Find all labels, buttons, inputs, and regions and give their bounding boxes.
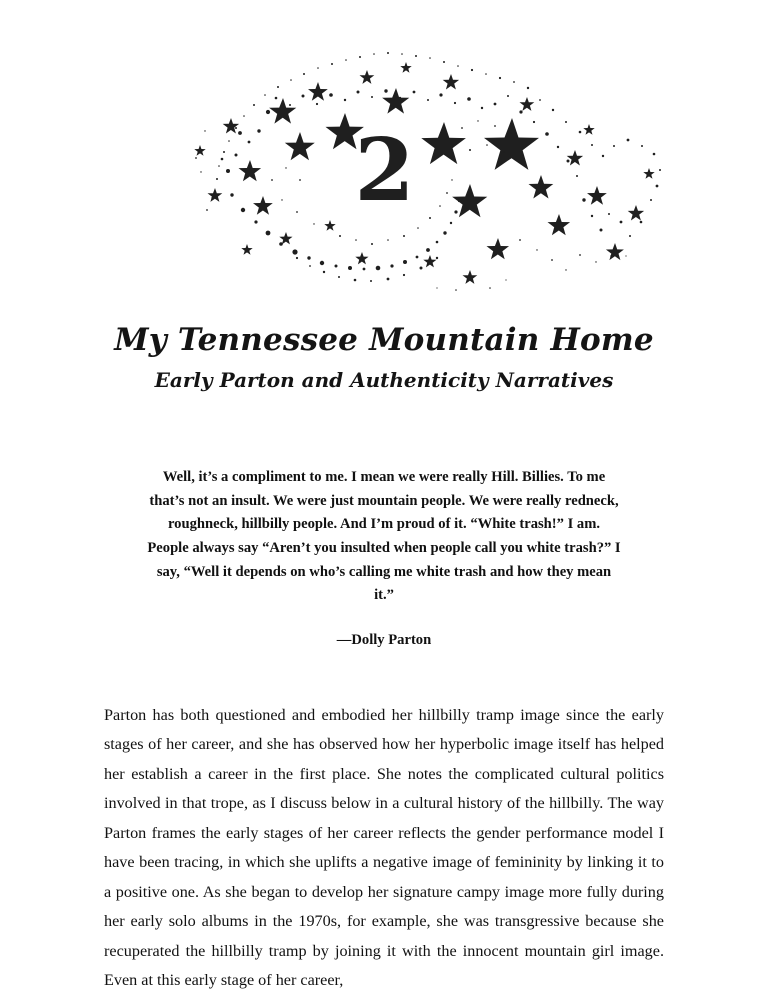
epigraph-attribution: —Dolly Parton: [336, 631, 432, 648]
page-title: My Tennessee Mountain Home: [114, 322, 654, 358]
epigraph-text: Well, it’s a compliment to me. I mean we were really Hill. Billies. To me that’s not an insult. We were just mountain people. We were really redneck, roughneck, hillbilly people. And I’m proud of it. “White trash!” I am. People always say “Aren’t you insulted when people call you white trash?” I say, “Well it depends on who’s calling me white trash and how they mean it.”: [147, 469, 621, 604]
body-text: [104, 701, 664, 996]
body-paragraph: Parton has both questioned and embodied her hillbilly tramp image since the early stages of her career, and she has observed how her hyperbolic image itself has helped her establish a career in the first place. She notes the complicated cultural politics involved in that trope, as I discuss below in a cultural history of the hillbilly. The way Parton frames the early stages of her career reflects the gender performance model I have been tracing, in which she uplifts a negative image of femininity by linking it to a positive one. As she began to develop her signature campy image more fully during her early solo albums in the 1970s, for example, she was transgressive because she recuperated the hillbilly tramp by joining it with the innocent mountain girl image. Even at this early stage of her career,: [104, 705, 664, 990]
page-subtitle: Early Parton and Authenticity Narratives: [154, 368, 614, 392]
chapter-ornament: [0, 0, 768, 300]
chapter-number: 2: [354, 120, 414, 221]
